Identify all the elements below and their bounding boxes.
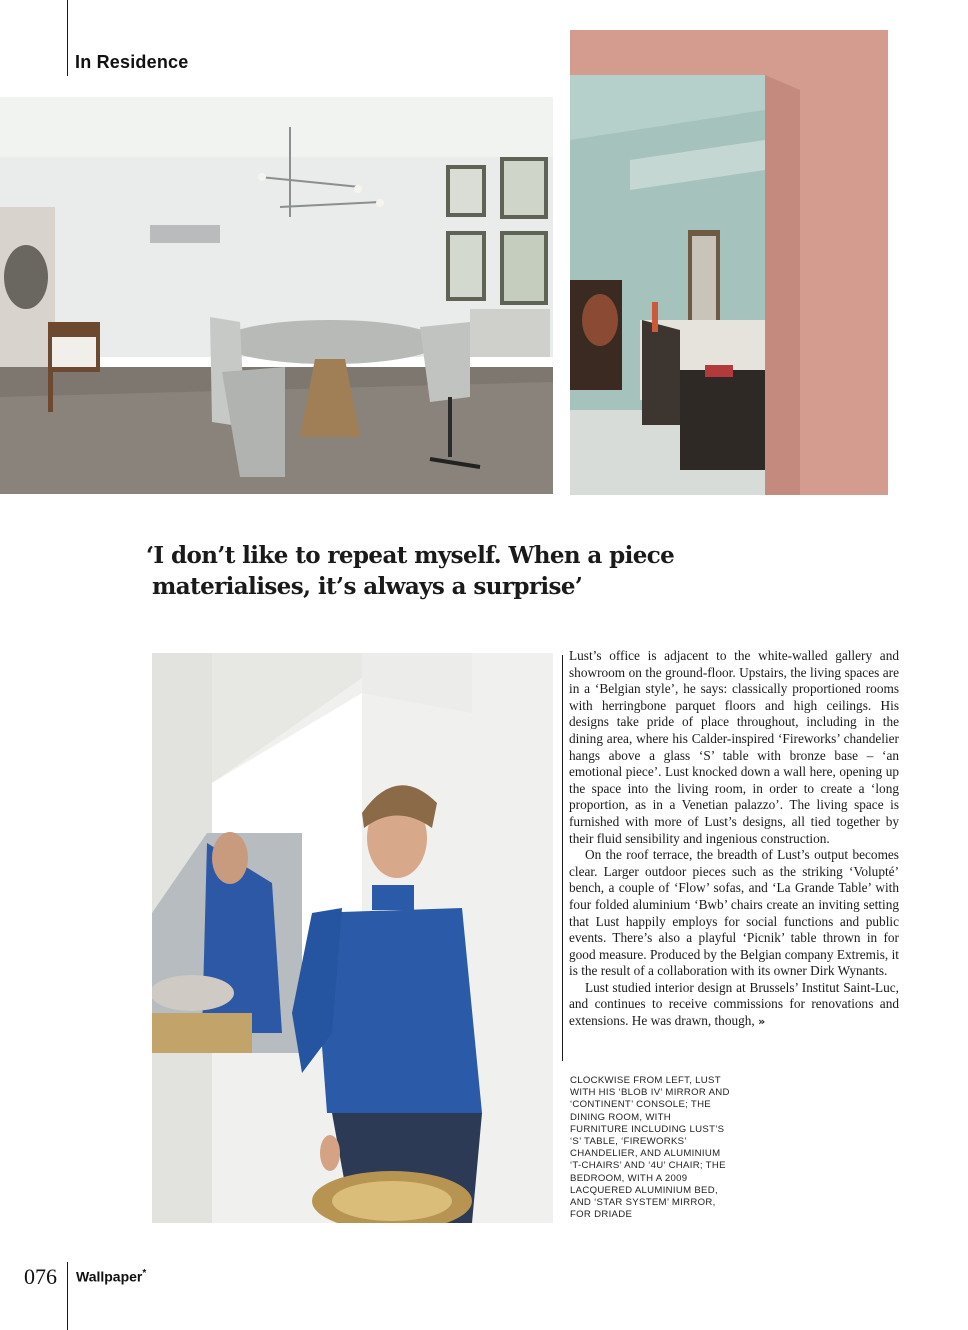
pull-quote <box>146 540 675 602</box>
continued-marker: » <box>758 1015 766 1029</box>
brand-text: Wallpaper <box>76 1268 143 1285</box>
column-rule <box>562 655 563 1061</box>
bedroom-photo <box>570 30 888 495</box>
bottom-vertical-rule <box>67 1262 68 1330</box>
portrait-photo <box>152 653 553 1223</box>
brand-asterisk: * <box>142 1268 147 1279</box>
pull-quote-line-2: materialises, it’s always a surprise’ <box>152 573 583 600</box>
dining-room-photo <box>0 97 553 494</box>
page-number: 076 <box>24 1264 57 1289</box>
brand-name <box>76 1268 146 1285</box>
body-paragraph-3-text: Lust studied interior design at Brussels’ Institut Saint-Luc, and continues to receive commissions for renovations and extensions. He was drawn, though, <box>569 979 899 1029</box>
body-paragraph-3 <box>569 980 899 1031</box>
photo-caption: CLOCKWISE FROM LEFT, LUST WITH HIS ‘BLOB IV’ MIRROR AND ‘CONTINENT’ CONSOLE; THE DINING ROOM, WITH FURNITURE INCLUDING LUST’S ‘S’ TABLE, ‘FIREWORKS’ CHANDELIER, AND ALUMINIUM ‘T-CHAIRS’ AND ‘4U’ CHAIR; THE BEDROOM, WITH A 2009 LACQUERED ALUMINIUM BED, AND ‘STAR SYSTEM’ MIRROR, FOR DRIADE <box>570 1075 730 1221</box>
section-label: In Residence <box>75 52 189 72</box>
body-paragraph-1: Lust’s office is adjacent to the white-walled gallery and showroom on the ground-floor. Upstairs, the living spaces are in a ‘Belgian style’, he says: classically proportioned rooms with herringbone parquet floors and high ceilings. His designs take pride of place throughout, including in the dining area, where his Calder-inspired ‘Fireworks’ chandelier hangs above a glass ‘S’ table with bronze base – ‘an emotional piece’. Lust knocked down a wall here, opening up the space into the living room, in order to create a ‘long proportion, as in a Venetian palazzo’. The living space is furnished with more of Lust’s designs, all tied together by their fluid sensibility and ingenious construction. <box>569 648 899 846</box>
top-vertical-rule <box>67 0 68 76</box>
pull-quote-line-1: ‘I don’t like to repeat myself. When a piece <box>146 542 675 569</box>
body-text <box>569 648 899 1031</box>
body-paragraph-2: On the roof terrace, the breadth of Lust’s output becomes clear. Larger outdoor pieces such as the striking ‘Volupté’ bench, a couple of ‘Flow’ sofas, and ‘La Grande Table’ with four folded aluminium ‘Bwb’ chairs create an inviting setting that Lust happily employs for social functions and public events. There’s also a playful ‘Picnik’ table thrown in for good measure. Produced by the Belgian company Extremis, it is the result of a collaboration with its owner Dirk Wynants. <box>569 847 899 979</box>
